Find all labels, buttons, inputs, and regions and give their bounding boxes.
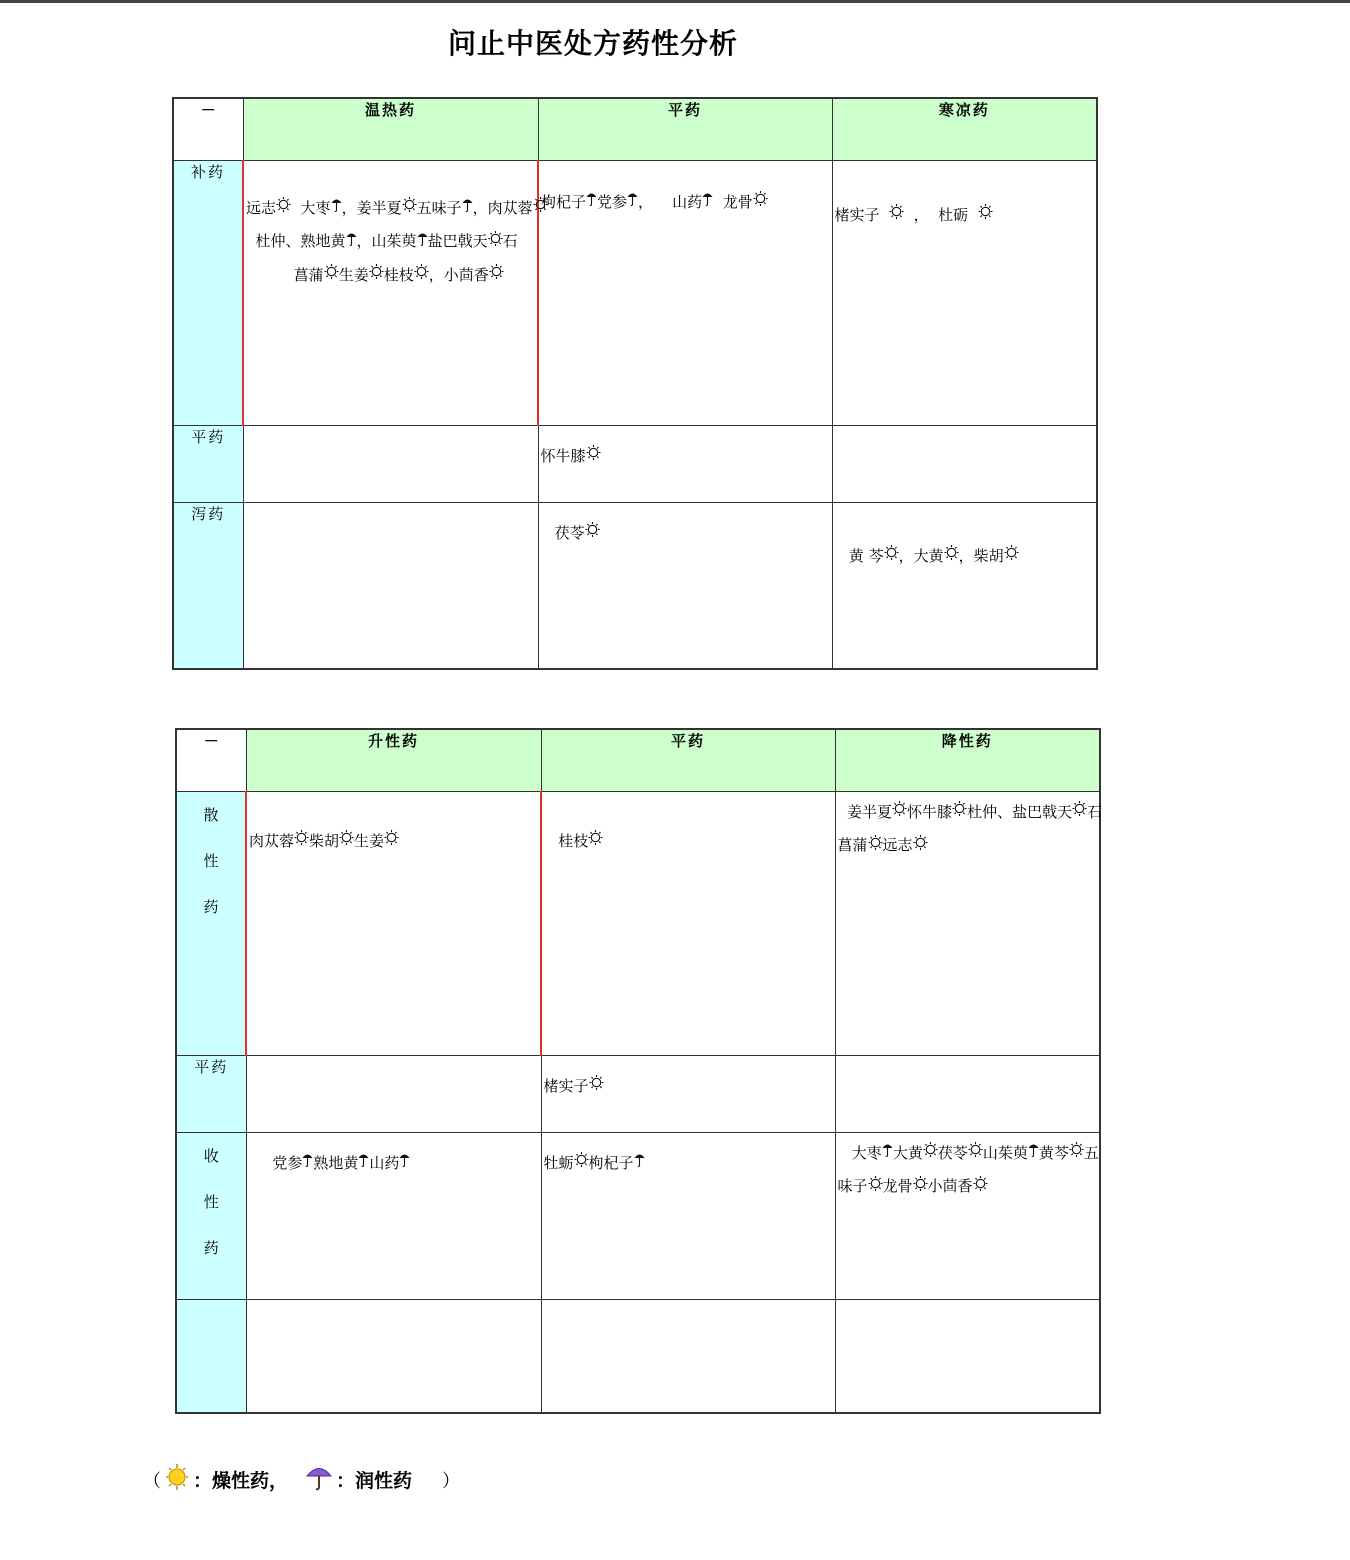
herb-cell — [243, 425, 538, 502]
sun-icon — [889, 199, 904, 232]
herb-cell — [538, 160, 832, 425]
herb-line — [544, 1147, 835, 1181]
herb-list — [247, 1133, 541, 1181]
umbrella-icon — [634, 1147, 645, 1180]
sun-icon — [294, 825, 309, 858]
herb-list — [542, 1133, 835, 1181]
herb-cell — [246, 1132, 541, 1299]
herb-text: 远志 — [882, 836, 913, 854]
sun-icon — [968, 1137, 983, 1170]
herb-text: 菖蒲 — [246, 265, 324, 284]
vertical-label-char: 性 — [203, 1192, 219, 1211]
col-header-neutral: 平药 — [538, 98, 832, 160]
umbrella-icon — [417, 226, 428, 259]
sun-icon — [588, 825, 603, 858]
herb-text: 桂枝 — [383, 265, 414, 284]
herb-text: ，大黄 — [898, 546, 944, 565]
sun-icon — [276, 192, 291, 225]
sun-icon — [369, 259, 384, 292]
herb-text: 山茱萸 — [982, 1143, 1028, 1162]
herb-cell — [835, 791, 1103, 1055]
sun-icon — [488, 226, 503, 259]
col-header-cold: 寒凉药 — [832, 98, 1097, 160]
herb-text: 黄 芩 — [834, 546, 884, 565]
corner-cell: － — [173, 98, 243, 160]
sun-icon — [952, 796, 967, 829]
herb-cell — [243, 502, 538, 669]
sun-icon — [1072, 796, 1087, 829]
sun-icon — [414, 259, 429, 292]
sun-icon — [586, 440, 601, 473]
umbrella-icon — [627, 186, 638, 219]
herb-line — [246, 192, 537, 226]
herb-text: 姜半夏 — [837, 802, 893, 821]
herb-text: 杜仲、盐巴戟天 — [967, 802, 1073, 821]
herb-line — [246, 225, 537, 259]
col-header-warm: 温热药 — [243, 98, 538, 160]
herb-text: 大枣 — [837, 1143, 882, 1162]
umbrella-icon — [702, 186, 713, 219]
umbrella-icon — [302, 1147, 313, 1180]
sun-icon — [978, 199, 993, 232]
herb-text: 远志 — [246, 198, 277, 217]
vertical-label-char: 药 — [203, 897, 219, 916]
herb-list — [833, 503, 1097, 574]
sun-icon — [585, 517, 600, 550]
sun-icon — [973, 1171, 988, 1204]
herb-line — [544, 825, 835, 859]
herb-text: 石 — [1087, 802, 1103, 821]
herb-cell — [541, 1132, 835, 1299]
herb-text: 党参 — [248, 1153, 303, 1172]
herb-line — [838, 1137, 1100, 1171]
herb-list — [539, 161, 832, 220]
herb-list — [247, 792, 540, 859]
sun-icon — [589, 1070, 604, 1103]
row-header-neutral: 平药 — [176, 1055, 246, 1132]
herb-line — [835, 540, 1097, 574]
legend-moist-label: ：润性药 — [336, 1470, 413, 1492]
legend-close-paren: ） — [442, 1470, 461, 1492]
herb-text: 盐巴戟天 — [427, 232, 488, 250]
herb-text: 大枣 — [291, 198, 331, 217]
vertical-label-char: 性 — [203, 851, 219, 870]
umbrella-icon — [306, 1463, 332, 1496]
herb-text: 菖蒲 — [837, 836, 868, 854]
nature-table-temperature — [172, 97, 1098, 670]
herb-text: 柴胡 — [309, 831, 340, 850]
herb-cell — [835, 1055, 1100, 1132]
sun-icon — [384, 825, 399, 858]
herb-text: 怀牛膝 — [540, 446, 586, 465]
herb-list — [836, 1133, 1100, 1204]
umbrella-icon — [586, 186, 597, 219]
herb-list — [833, 161, 1097, 233]
herb-text: 石 — [502, 232, 518, 250]
umbrella-icon — [399, 1147, 410, 1180]
umbrella-icon — [331, 192, 342, 225]
umbrella-icon — [1028, 1137, 1039, 1170]
herb-text: ，小茴香 — [428, 265, 489, 284]
herb-text: 牡蛎 — [543, 1153, 574, 1172]
herb-text: 味子 — [837, 1177, 868, 1195]
herb-text: 杜仲、熟地黄 — [246, 232, 346, 250]
row-header-neutral: 平药 — [173, 425, 243, 502]
herb-line — [249, 792, 540, 825]
sun-icon — [1004, 540, 1019, 573]
herb-text: 枸杞子 — [541, 192, 587, 211]
herb-cell — [246, 1299, 541, 1413]
col-header-descending: 降性药 — [835, 729, 1100, 791]
herb-text: 肉苁蓉 — [249, 831, 295, 850]
vertical-label-char: 收 — [203, 1146, 219, 1165]
herb-list — [542, 792, 835, 859]
herb-list — [539, 426, 832, 474]
herb-text: ，肉苁蓉 — [472, 198, 533, 217]
umbrella-icon — [346, 226, 357, 259]
umbrella-icon — [358, 1147, 369, 1180]
legend — [143, 1463, 460, 1496]
herb-text: 龙骨 — [882, 1177, 913, 1195]
herb-text: ，姜半夏 — [341, 198, 402, 217]
herb-list — [244, 161, 537, 293]
herb-text: 怀牛膝 — [907, 802, 953, 821]
herb-line — [837, 796, 1103, 830]
top-rule — [0, 0, 1350, 3]
herb-cell — [835, 1132, 1100, 1299]
sun-icon — [884, 540, 899, 573]
nature-table-direction — [175, 728, 1101, 1414]
herb-text: 楮实子 — [543, 1076, 589, 1095]
herb-text: ，山茱萸 — [356, 232, 417, 250]
row-header-empty — [176, 1299, 246, 1413]
herb-line — [835, 507, 1097, 540]
col-header-ascending: 升性药 — [246, 729, 541, 791]
herb-cell — [538, 425, 832, 502]
herb-cell — [541, 1055, 835, 1132]
row-header-dispersing — [176, 791, 246, 1055]
umbrella-icon — [882, 1137, 893, 1170]
sun-icon — [324, 259, 339, 292]
sun-icon — [868, 1171, 883, 1204]
herb-line — [541, 186, 832, 220]
vertical-label-char: 散 — [203, 805, 219, 824]
sun-icon — [165, 1463, 189, 1496]
herb-text: 党参 — [597, 192, 628, 211]
herb-text: 大黄 — [892, 1143, 923, 1162]
herb-cell — [835, 1299, 1100, 1413]
page-title: 问止中医处方药性分析 — [448, 27, 739, 60]
herb-line — [249, 1147, 541, 1181]
herb-line — [544, 792, 835, 825]
herb-line — [249, 825, 540, 859]
umbrella-icon — [462, 192, 473, 225]
sun-icon — [923, 1137, 938, 1170]
sun-icon — [489, 259, 504, 292]
herb-cell — [541, 1299, 835, 1413]
herb-text: 生姜 — [354, 831, 385, 850]
row-header-tonic: 补药 — [173, 160, 243, 425]
sun-icon — [868, 830, 883, 863]
herb-line — [838, 829, 1100, 863]
sun-icon — [892, 796, 907, 829]
herb-text: ，柴胡 — [958, 546, 1004, 565]
herb-cell — [832, 160, 1097, 425]
herb-line — [838, 1170, 1100, 1204]
herb-line — [541, 517, 832, 551]
herb-text: 黄芩 — [1038, 1143, 1069, 1162]
legend-dry-label: ：燥性药， — [193, 1470, 289, 1492]
sun-icon — [402, 192, 417, 225]
sun-icon — [574, 1147, 589, 1180]
herb-text: 楮实子 — [834, 205, 890, 224]
herb-text: 小茴香 — [927, 1177, 973, 1195]
herb-line — [544, 1070, 835, 1104]
herb-text: ， 杜砺 — [904, 205, 978, 224]
herb-line — [835, 199, 1097, 233]
sun-icon — [913, 830, 928, 863]
herb-text: 五味子 — [416, 198, 462, 217]
herb-text: 生姜 — [338, 265, 369, 284]
vertical-label — [177, 792, 245, 930]
herb-cell — [541, 791, 835, 1055]
herb-text: 枸杞子 — [588, 1153, 634, 1172]
sun-icon — [913, 1171, 928, 1204]
herb-list — [542, 1056, 835, 1104]
herb-text: 龙骨 — [713, 192, 753, 211]
col-header-neutral: 平药 — [541, 729, 835, 791]
herb-cell — [538, 502, 832, 669]
herb-cell — [832, 502, 1097, 669]
herb-cell — [246, 1055, 541, 1132]
herb-cell — [243, 160, 538, 425]
row-header-purge: 泻药 — [173, 502, 243, 669]
herb-list — [836, 792, 1103, 863]
sun-icon — [1069, 1137, 1084, 1170]
corner-cell: － — [176, 729, 246, 791]
vertical-label-char: 药 — [203, 1238, 219, 1257]
vertical-label — [177, 1133, 246, 1271]
herb-text: 五 — [1083, 1143, 1099, 1162]
herb-text: 山药 — [369, 1153, 400, 1172]
herb-text: 茯苓 — [937, 1143, 968, 1162]
herb-text: 桂枝 — [544, 831, 589, 850]
herb-line — [246, 259, 537, 293]
herb-text: 熟地黄 — [313, 1153, 359, 1172]
sun-icon — [753, 186, 768, 219]
sun-icon — [339, 825, 354, 858]
herb-cell — [246, 791, 541, 1055]
legend-open-paren: （ — [143, 1470, 161, 1492]
herb-text: ， 山药 — [638, 192, 703, 211]
herb-line — [541, 440, 832, 474]
herb-cell — [832, 425, 1097, 502]
row-header-astringent — [176, 1132, 246, 1299]
herb-text: 茯苓 — [540, 523, 585, 542]
sun-icon — [944, 540, 959, 573]
herb-list — [539, 503, 832, 551]
